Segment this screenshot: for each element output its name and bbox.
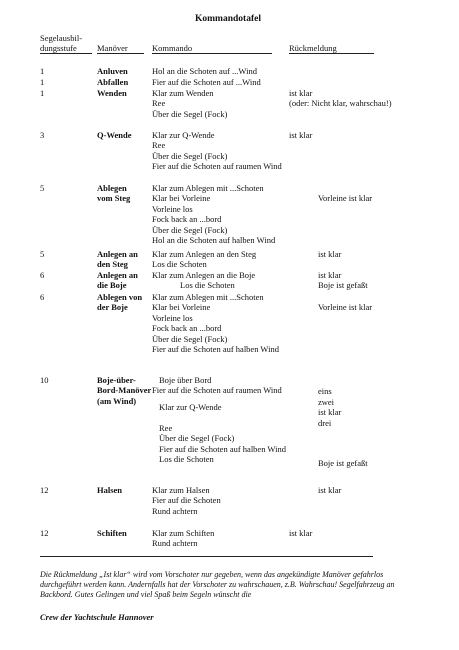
header-underline-level (40, 53, 92, 54)
row-level: 3 (40, 130, 45, 140)
row-command: Fier auf die Schoten auf raumen Wind (152, 161, 282, 172)
header-level-line2: dungsstufe (40, 43, 77, 53)
header-underline-command (152, 53, 272, 54)
header-reply: Rückmeldung (289, 43, 337, 53)
row-level: 12 (40, 528, 49, 538)
row-command: Klar zum Anlegen an den Steg (152, 249, 257, 259)
row-command: Klar zur Q-Wende (152, 130, 215, 140)
header-maneuver: Manöver (97, 43, 128, 53)
row-command: Klar zum Halsen (152, 485, 210, 495)
row-maneuver: Ablegen (97, 183, 127, 193)
row-reply: ist klar (318, 485, 342, 495)
row-command: Boje über Bord (159, 375, 212, 385)
row-command: Über die Segel (Fock) (152, 150, 228, 161)
row-reply: zwei (318, 396, 335, 407)
row-command: Klar zum Wenden (152, 88, 214, 98)
row-maneuver: Wenden (97, 88, 127, 98)
row-command: Fier auf die Schoten auf halben Wind (152, 344, 279, 354)
row-maneuver: Q-Wende (97, 130, 132, 140)
row-command: Hol an die Schoten auf ...Wind (152, 66, 257, 76)
row-command: Los die Schoten (152, 259, 207, 270)
row-command: Klar zum Ablegen mit ...Schoten (152, 292, 264, 302)
row-level: 5 (40, 183, 45, 193)
row-command: Vorleine los (152, 312, 193, 323)
row-command: Vorleine los (152, 203, 193, 214)
row-maneuver: Anlegen an (97, 249, 138, 259)
row-reply: ist klar (318, 249, 342, 259)
row-command: Fier auf die Schoten (152, 495, 221, 506)
row-command: Ree (152, 140, 166, 151)
row-reply: ist klar (318, 407, 342, 418)
row-level: 5 (40, 249, 45, 259)
header-command: Kommando (152, 43, 193, 53)
row-level: 12 (40, 485, 49, 495)
row-command: Hol an die Schoten auf halben Wind (152, 235, 276, 245)
header-level-line1: Segelausbil- (40, 33, 83, 43)
row-reply: (oder: Nicht klar, wahrschau!) (289, 98, 392, 109)
row-maneuver: Boje-über- (97, 375, 136, 385)
row-maneuver: den Steg (97, 259, 128, 270)
row-command: Über die Segel (Fock) (152, 333, 228, 344)
row-reply: ist klar (318, 270, 342, 280)
row-command: Klar bei Vorleine (152, 302, 211, 313)
row-reply: ist klar (289, 88, 313, 98)
row-command: Klar bei Vorleine (152, 193, 211, 204)
row-command: Los die Schoten (180, 280, 235, 291)
row-maneuver: Ablegen von (97, 292, 143, 302)
row-reply: Boje ist gefaßt (318, 280, 368, 291)
row-level: 10 (40, 375, 49, 385)
row-maneuver: Schiften (97, 528, 127, 538)
row-command: Fock back an ...bord (152, 214, 222, 225)
row-command: Klar zur Q-Wende (159, 402, 222, 413)
row-maneuver: Bord-Manöver (97, 385, 152, 396)
row-command: Über die Segel (Fock) (152, 224, 228, 235)
row-command: Ree (159, 422, 173, 433)
row-level: 1 (40, 66, 45, 76)
row-command: Ree (152, 98, 166, 109)
row-command: Klar zum Anlegen an die Boje (152, 270, 256, 280)
row-maneuver: der Boje (97, 302, 128, 313)
row-level: 6 (40, 270, 45, 280)
row-maneuver: Anlegen an (97, 270, 138, 280)
row-command: Rund achtern (152, 505, 198, 516)
row-reply: eins (318, 386, 332, 397)
row-maneuver: die Boje (97, 280, 127, 291)
row-reply: ist klar (289, 528, 313, 538)
table-bottom-rule (40, 556, 373, 557)
row-maneuver: Halsen (97, 485, 123, 495)
row-reply: ist klar (289, 130, 313, 140)
row-command: Rund achtern (152, 538, 198, 549)
row-level: 1 (40, 88, 45, 98)
header-underline-reply (289, 53, 374, 54)
row-command: Fier auf die Schoten auf raumen Wind (152, 385, 282, 396)
row-level: 1 (40, 77, 45, 87)
row-reply: Vorleine ist klar (318, 193, 373, 204)
row-level: 6 (40, 292, 45, 302)
row-command: Fier auf die Schoten auf ...Wind (152, 77, 261, 87)
signature: Crew der Yachtschule Hannover (40, 612, 154, 622)
row-maneuver: Abfallen (97, 77, 129, 87)
row-command: Los die Schoten (159, 454, 214, 465)
header-underline-maneuver (97, 53, 144, 54)
row-command: Über die Segel (Fock) (159, 433, 235, 444)
row-command: Klar zum Schiften (152, 528, 215, 538)
row-command: Über die Segel (Fock) (152, 108, 228, 119)
row-reply: Vorleine ist klar (318, 302, 373, 313)
row-reply: drei (318, 417, 332, 428)
row-reply: Boje ist gefaßt (318, 458, 368, 469)
footnote: Die Rückmeldung „Ist klar“ wird vom Vorschoter nur gegeben, wenn das angekündigte Manöver gefahrlos durchgeführt werden kann. Andernfalls hat der Vorschoter zu wahrschauen, z.B. Wahrschau! Segelfahrzeug an Backbord. Gutes Gelingen und viel Spaß beim Segeln wünscht die (40, 570, 395, 599)
row-command: Klar zum Ablegen mit ...Schoten (152, 183, 264, 193)
row-command: Fier auf die Schoten auf halben Wind (159, 443, 286, 454)
page-title: Kommandotafel (195, 14, 261, 24)
row-maneuver: (am Wind) (97, 395, 137, 406)
row-maneuver: Anluven (97, 66, 128, 76)
row-maneuver: vom Steg (97, 193, 131, 204)
row-command: Fock back an ...bord (152, 323, 222, 334)
